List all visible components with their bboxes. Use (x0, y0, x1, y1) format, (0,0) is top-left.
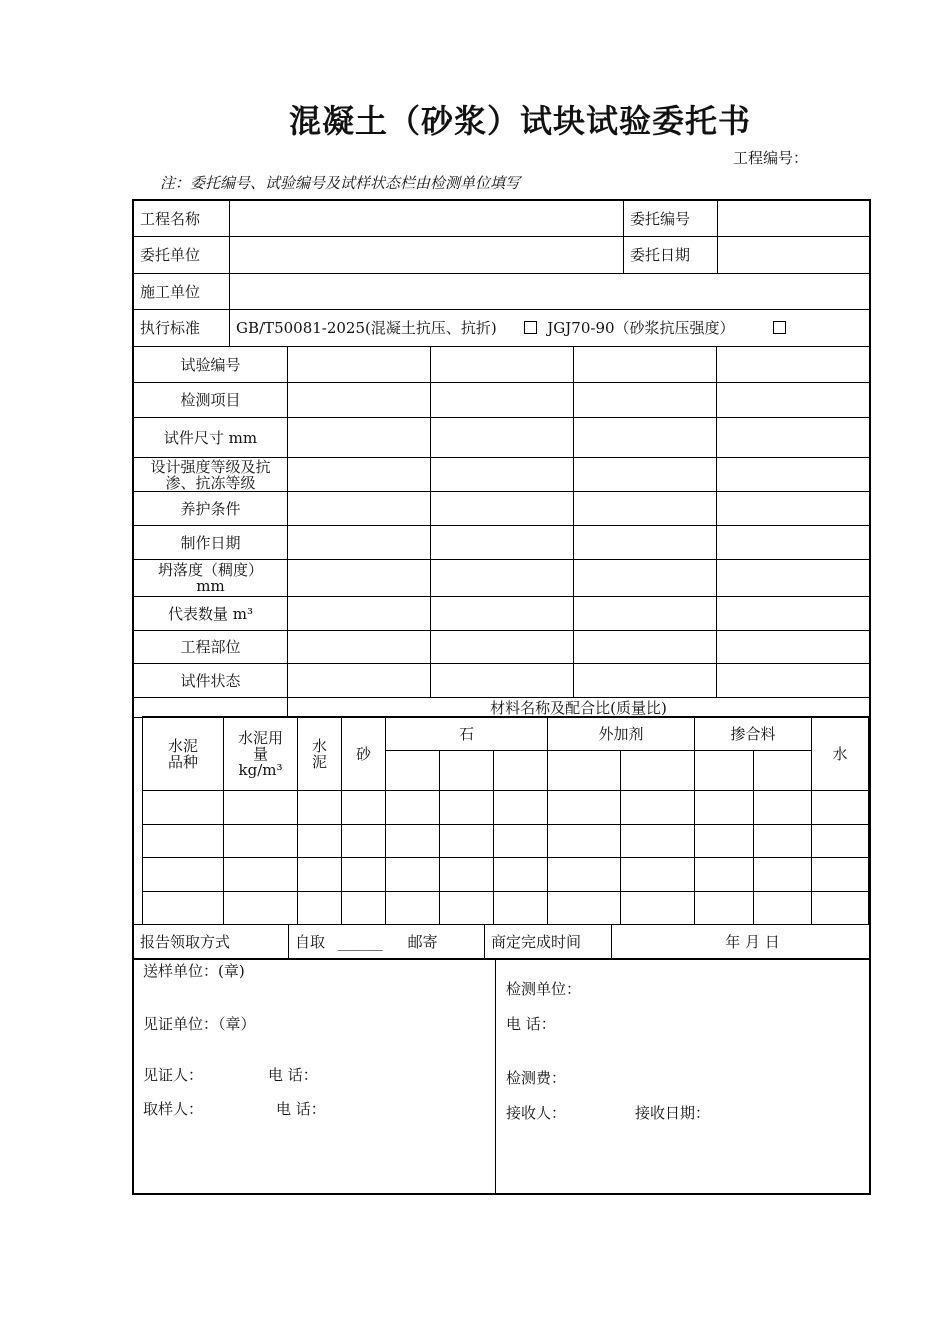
mix-cell[interactable] (440, 825, 494, 858)
standard-options (230, 310, 870, 347)
test-unit-label: 检测单位： (506, 980, 582, 998)
mix-cell[interactable] (548, 791, 621, 825)
mix-cell[interactable] (298, 892, 342, 925)
mix-cell[interactable] (812, 892, 869, 925)
mix-title: 材料名称及配合比(质量比) (288, 698, 870, 718)
finish-date-field[interactable]: 年 月 日 (612, 925, 870, 960)
construct-unit-field[interactable] (230, 274, 870, 310)
standard-jgj-label: JGJ70-90（砂浆抗压强度） (547, 319, 735, 337)
mix-cell[interactable] (440, 791, 494, 825)
stone-header: 石 (386, 717, 548, 751)
mix-table (142, 716, 869, 925)
project-name-label: 工程名称 (134, 201, 230, 237)
mix-cell[interactable] (386, 858, 440, 892)
mix-cell[interactable] (386, 825, 440, 858)
mix-cell[interactable] (621, 858, 695, 892)
option-self-pickup[interactable]: 自取 (295, 933, 326, 951)
mix-cell[interactable] (143, 892, 224, 925)
mineral-header: 掺合料 (695, 717, 812, 751)
grade-cell[interactable] (717, 458, 870, 492)
mix-cell[interactable] (621, 791, 695, 825)
state-cell[interactable] (574, 664, 717, 698)
grade-cell[interactable] (288, 458, 431, 492)
make-date-label: 制作日期 (134, 526, 288, 560)
mix-cell[interactable] (754, 825, 812, 858)
state-cell[interactable] (431, 664, 574, 698)
witness-unit-label: 见证单位：（章） (143, 1015, 256, 1033)
location-label: 工程部位 (134, 631, 288, 664)
curing-cell[interactable] (431, 492, 574, 526)
mix-cell[interactable] (548, 825, 621, 858)
mix-cell[interactable] (342, 892, 386, 925)
test-item-cell[interactable] (574, 383, 717, 418)
test-no-label: 试验编号 (134, 347, 288, 383)
quantity-cell[interactable] (717, 597, 870, 631)
entrust-no-label: 委托编号 (624, 201, 718, 237)
mix-cell[interactable] (342, 791, 386, 825)
test-item-cell[interactable] (288, 383, 431, 418)
test-phone-label: 电 话： (506, 1015, 556, 1033)
mix-row (143, 825, 869, 858)
state-label: 试件状态 (134, 664, 288, 698)
location-cell[interactable] (431, 631, 574, 664)
state-cell[interactable] (288, 664, 431, 698)
test-fee-label: 检测费： (506, 1069, 567, 1087)
admixture-header: 外加剂 (548, 717, 695, 751)
mix-cell[interactable] (143, 791, 224, 825)
mix-cell[interactable] (386, 892, 440, 925)
standard-gb-label: GB/T50081-2025(混凝土抗压、抗折) (236, 319, 497, 337)
mix-cell[interactable] (621, 825, 695, 858)
mix-cell[interactable] (298, 825, 342, 858)
mix-cell[interactable] (298, 858, 342, 892)
slump-cell[interactable] (431, 560, 574, 597)
mix-cell[interactable] (494, 858, 548, 892)
mix-cell[interactable] (695, 892, 754, 925)
quantity-cell[interactable] (574, 597, 717, 631)
quantity-cell[interactable] (288, 597, 431, 631)
specimen-size-cell[interactable] (574, 418, 717, 458)
mix-cell[interactable] (548, 892, 621, 925)
test-no-cell[interactable] (288, 347, 431, 383)
self-pickup-blank: ______ (337, 933, 383, 951)
mix-cell[interactable] (224, 825, 298, 858)
entrust-unit-field[interactable] (230, 237, 624, 274)
test-item-cell[interactable] (431, 383, 574, 418)
make-date-cell[interactable] (288, 526, 431, 560)
cement-amount-header: 水泥用量kg/m³ (224, 717, 298, 791)
entrust-unit-label: 委托单位 (134, 237, 230, 274)
mix-cell[interactable] (440, 892, 494, 925)
stone-sub-cell[interactable] (494, 751, 548, 791)
cement-type-header: 水泥品种 (143, 717, 224, 791)
signature-divider (495, 958, 496, 1193)
header-table (133, 200, 870, 347)
mix-cell[interactable] (224, 858, 298, 892)
slump-label: 坍落度（稠度）mm (134, 560, 288, 597)
make-date-cell[interactable] (431, 526, 574, 560)
test-no-cell[interactable] (574, 347, 717, 383)
construct-unit-label: 施工单位 (134, 274, 230, 310)
mix-cell[interactable] (298, 791, 342, 825)
mix-cell[interactable] (621, 892, 695, 925)
water-header: 水 (812, 717, 869, 791)
mix-cell[interactable] (548, 858, 621, 892)
standard-jgj-checkbox[interactable] (773, 321, 786, 334)
sampler-label: 取样人： (143, 1100, 204, 1118)
mix-cell[interactable] (143, 858, 224, 892)
witness-phone-label: 电 话： (268, 1066, 318, 1084)
mix-cell[interactable] (342, 825, 386, 858)
curing-cell[interactable] (288, 492, 431, 526)
mix-row (143, 791, 869, 825)
report-table (133, 924, 870, 960)
sand-header: 砂 (342, 717, 386, 791)
admixture-sub-cell[interactable] (548, 751, 621, 791)
mineral-sub-cell[interactable] (695, 751, 754, 791)
mix-cell[interactable] (494, 825, 548, 858)
grade-cell[interactable] (574, 458, 717, 492)
signature-section (133, 958, 869, 1194)
mix-row (143, 858, 869, 892)
entrust-date-field[interactable] (718, 237, 870, 274)
slump-cell[interactable] (288, 560, 431, 597)
slump-cell[interactable] (717, 560, 870, 597)
mix-cell[interactable] (812, 858, 869, 892)
mix-cell[interactable] (386, 791, 440, 825)
specimen-size-cell[interactable] (431, 418, 574, 458)
location-cell[interactable] (717, 631, 870, 664)
specimen-table (133, 346, 870, 718)
specimen-size-cell[interactable] (288, 418, 431, 458)
location-cell[interactable] (574, 631, 717, 664)
make-date-cell[interactable] (717, 526, 870, 560)
receive-date-label: 接收日期： (635, 1104, 711, 1122)
quantity-cell[interactable] (431, 597, 574, 631)
note-text: 注：委托编号、试验编号及试样状态栏由检测单位填写 (160, 174, 521, 192)
curing-label: 养护条件 (134, 492, 288, 526)
mix-cell[interactable] (695, 825, 754, 858)
sampler-phone-label: 电 话： (276, 1100, 326, 1118)
report-method-label: 报告领取方式 (134, 925, 289, 960)
mix-cell[interactable] (812, 791, 869, 825)
mix-cell[interactable] (224, 791, 298, 825)
project-name-field[interactable] (230, 201, 624, 237)
curing-cell[interactable] (574, 492, 717, 526)
standard-label: 执行标准 (134, 310, 230, 347)
project-number-label: 工程编号： (732, 149, 808, 167)
grade-label: 设计强度等级及抗渗、抗冻等级 (134, 458, 288, 492)
finish-time-label: 商定完成时间 (485, 925, 612, 960)
test-no-cell[interactable] (717, 347, 870, 383)
slump-cell[interactable] (574, 560, 717, 597)
entrust-date-label: 委托日期 (624, 237, 718, 274)
mix-cell[interactable] (754, 858, 812, 892)
mix-cell[interactable] (695, 858, 754, 892)
mix-cell[interactable] (494, 791, 548, 825)
quantity-label: 代表数量 m³ (134, 597, 288, 631)
mix-cell[interactable] (224, 892, 298, 925)
specimen-size-label: 试件尺寸 mm (134, 418, 288, 458)
stone-sub-cell[interactable] (440, 751, 494, 791)
state-cell[interactable] (717, 664, 870, 698)
mix-cell[interactable] (342, 858, 386, 892)
document-title: 混凝土（砂浆）试块试验委托书 (288, 102, 751, 140)
make-date-cell[interactable] (574, 526, 717, 560)
mix-cell[interactable] (754, 892, 812, 925)
grade-cell[interactable] (431, 458, 574, 492)
cement-header: 水泥 (298, 717, 342, 791)
mix-cell[interactable] (440, 858, 494, 892)
mineral-sub-cell[interactable] (754, 751, 812, 791)
specimen-size-cell[interactable] (717, 418, 870, 458)
standard-gb-checkbox[interactable] (524, 321, 537, 334)
mix-cell[interactable] (143, 825, 224, 858)
test-item-cell[interactable] (717, 383, 870, 418)
stone-sub-cell[interactable] (386, 751, 440, 791)
admixture-sub-cell[interactable] (621, 751, 695, 791)
mix-cell[interactable] (494, 892, 548, 925)
test-item-label: 检测项目 (134, 383, 288, 418)
curing-cell[interactable] (717, 492, 870, 526)
location-cell[interactable] (288, 631, 431, 664)
option-mail[interactable]: 邮寄 (407, 933, 438, 951)
mix-title-left (134, 698, 288, 718)
mix-cell[interactable] (695, 791, 754, 825)
receiver-label: 接收人： (506, 1104, 567, 1122)
mix-row (143, 892, 869, 925)
witness-label: 见证人： (143, 1066, 204, 1084)
test-no-cell[interactable] (431, 347, 574, 383)
entrust-no-field[interactable] (718, 201, 870, 237)
mix-cell[interactable] (812, 825, 869, 858)
sender-unit-label: 送样单位：(章) (143, 962, 245, 980)
report-method-options[interactable] (289, 925, 485, 960)
mix-cell[interactable] (754, 791, 812, 825)
